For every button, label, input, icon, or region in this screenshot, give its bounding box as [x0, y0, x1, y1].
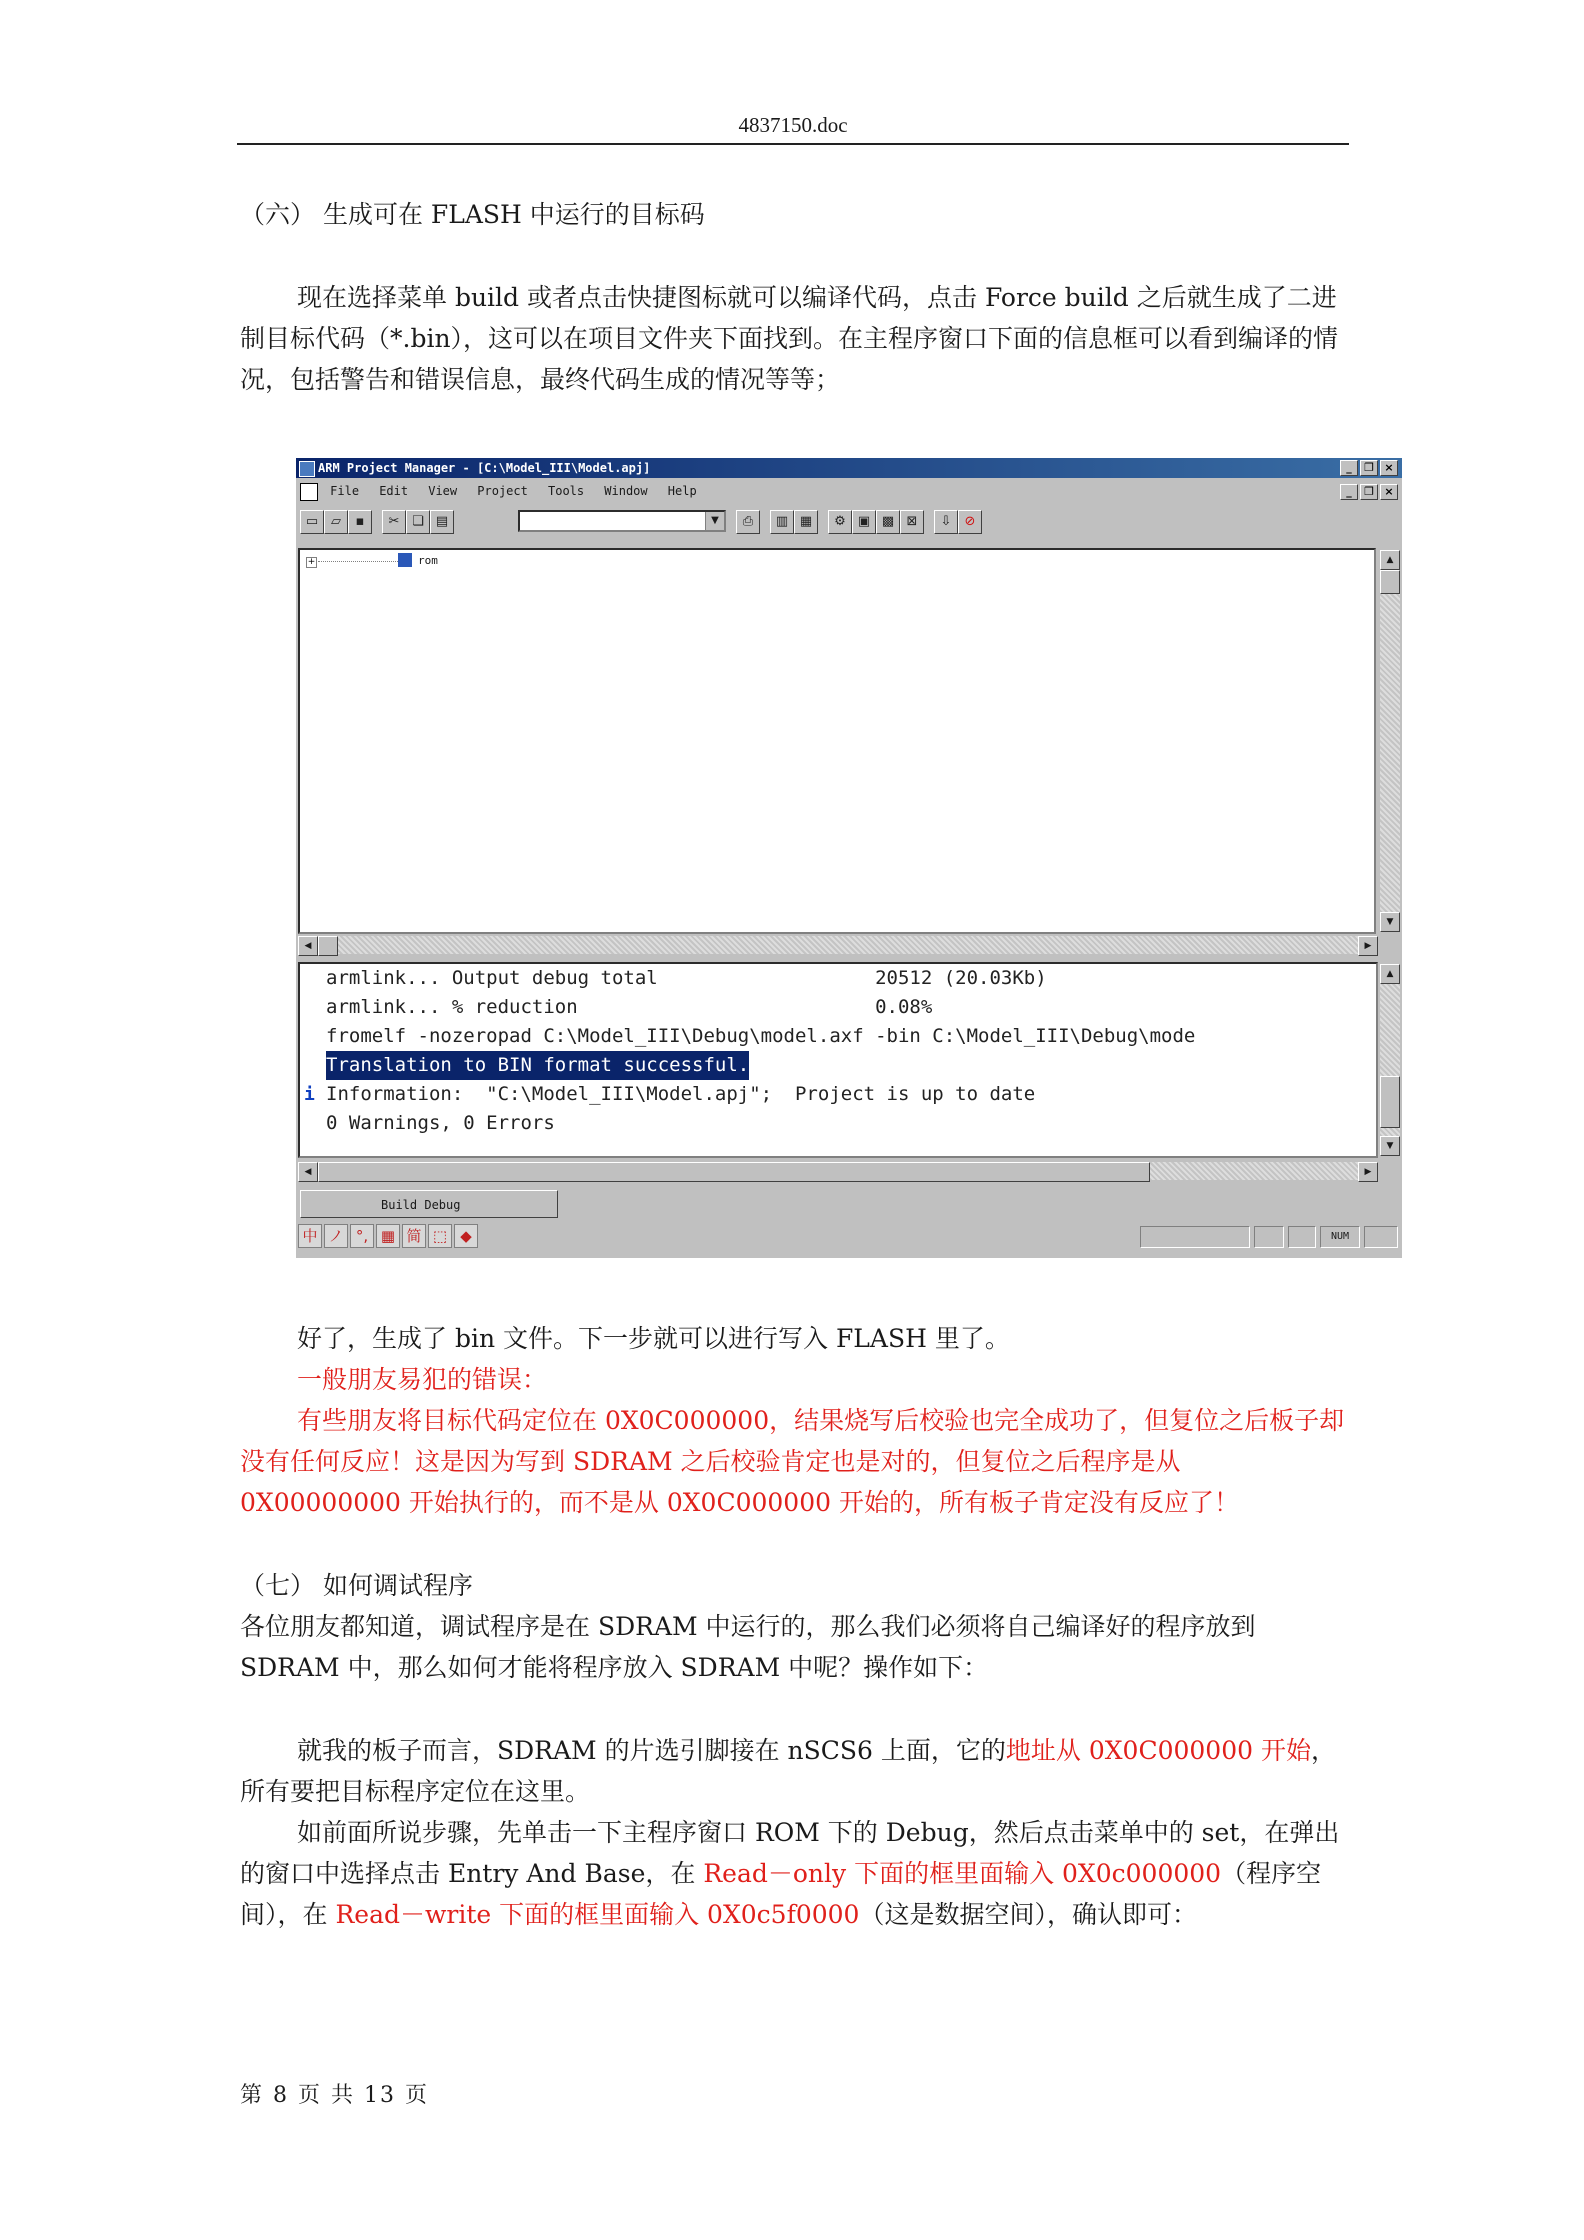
section6-paragraph: 现在选择菜单 build 或者点击快捷图标就可以编译代码，点击 Force build 之后就生成了二进制目标代码（*.bin），这可以在项目文件夹下面找到。在主程序窗口下面的信息框可以看到编译的情况，包括警告和错误信息，最终代码生成的情况等等；	[240, 283, 1339, 394]
ime-keyboard-icon[interactable]: ▦	[376, 1224, 400, 1248]
debug-icon[interactable]: ⇩	[934, 510, 958, 534]
output-hscroll[interactable]	[298, 1162, 1378, 1180]
window-title: ARM Project Manager - [C:\Model_III\Model.apj]	[318, 461, 651, 475]
highlight-run: 地址从 0X0C000000 开始	[1005, 1736, 1311, 1765]
section7-paragraph: 各位朋友都知道，调试程序是在 SDRAM 中运行的，那么我们必须将自己编译好的程序放到 SDRAM 中，那么如何才能将程序放入 SDRAM 中呢？操作如下：	[240, 1612, 1256, 1682]
expand-icon[interactable]: +	[307, 557, 316, 567]
scroll-down-icon[interactable]: ▼	[1380, 1136, 1400, 1156]
menu-file[interactable]: File	[330, 484, 360, 498]
scroll-right-icon[interactable]: ▶	[1358, 1162, 1378, 1182]
scroll-thumb[interactable]	[1380, 570, 1400, 594]
ime-softkey-icon[interactable]: ⬚	[428, 1224, 452, 1248]
new-file-icon[interactable]: ▭	[300, 510, 324, 534]
after-line: 好了，生成了 bin 文件。下一步就可以进行写入 FLASH 里了。	[297, 1324, 1010, 1353]
text-run: 如前面所说步骤，先单击一下主程序窗口 ROM 下的 Debug，然后点击菜单中的 set，在弹出的窗口中选择点击 Entry And Base，在	[240, 1818, 1340, 1888]
highlight-run: Read－only 下面的框里面输入 0X0c000000	[703, 1859, 1222, 1888]
target-combo[interactable]	[518, 510, 726, 532]
scroll-left-icon[interactable]: ◀	[298, 1162, 318, 1182]
cancel-icon[interactable]: ⊘	[958, 510, 982, 534]
arm-project-manager-screenshot	[296, 458, 1402, 1258]
status-pane	[1288, 1226, 1316, 1248]
scroll-up-icon[interactable]: ▲	[1380, 964, 1400, 984]
ime-simplified-icon[interactable]: 简	[402, 1224, 426, 1248]
title-bar	[296, 458, 1402, 478]
scroll-thumb[interactable]	[1380, 1076, 1400, 1128]
save-icon[interactable]: ▪	[348, 510, 372, 534]
section6-heading: （六） 生成可在 FLASH 中运行的目标码	[240, 200, 705, 229]
view-tree-icon[interactable]: ▦	[794, 510, 818, 534]
output-vscroll[interactable]	[1380, 964, 1400, 1156]
hscroll-thumb[interactable]	[318, 1162, 1150, 1182]
force-build-icon[interactable]: ▣	[852, 510, 876, 534]
num-lock-indicator: NUM	[1320, 1226, 1360, 1248]
status-pane	[1140, 1226, 1250, 1248]
menu-tools[interactable]: Tools	[548, 484, 585, 498]
menu-project[interactable]: Project	[477, 484, 528, 498]
stop-build-icon[interactable]: ⊠	[900, 510, 924, 534]
menu-window[interactable]: Window	[604, 484, 648, 498]
output-line: armlink... Output debug total 20512 (20.03Kb)	[326, 967, 1047, 989]
ime-help-icon[interactable]: ◆	[454, 1224, 478, 1248]
build-icon[interactable]: ⚙	[828, 510, 852, 534]
menu-help[interactable]: Help	[667, 484, 697, 498]
child-minimize-icon[interactable]: _	[1340, 484, 1358, 500]
section7-paragraph-2	[240, 1730, 1346, 1812]
child-restore-icon[interactable]: ❐	[1360, 484, 1378, 500]
text-run: （这是数据空间），确认即可：	[859, 1900, 1197, 1929]
text-run: ，所有要把目标程序定位在这里。	[240, 1736, 1336, 1806]
ime-moon-icon[interactable]: ノ	[324, 1224, 348, 1248]
warning-text: 有些朋友将目标代码定位在 0X0C000000，结果烧写后校验也完全成功了，但复位之后板子却没有任何反应！这是因为写到 SDRAM 之后校验肯定也是对的，但复位之后程序是从 0X00000000 开始执行的，而不是从 0X0C000000 开始的，所有板子肯定没有反应了！	[240, 1406, 1345, 1517]
build-output-panel[interactable]	[298, 962, 1378, 1158]
output-tabs	[296, 1190, 1402, 1220]
tab-build-debug[interactable]: Build Debug	[300, 1190, 558, 1218]
tree-connector	[318, 561, 398, 562]
output-line: 0 Warnings, 0 Errors	[326, 1112, 555, 1134]
status-bar	[296, 1220, 1402, 1252]
tree-node-label[interactable]: rom	[418, 554, 438, 567]
window-controls	[1340, 460, 1398, 476]
compile-icon[interactable]: ▩	[876, 510, 900, 534]
document-icon	[300, 483, 318, 501]
open-folder-icon[interactable]: ▱	[324, 510, 348, 534]
scroll-down-icon[interactable]: ▼	[1380, 912, 1400, 932]
ime-toolbar	[298, 1224, 478, 1246]
project-tree[interactable]	[298, 548, 1376, 934]
header-rule	[237, 143, 1349, 145]
view-list-icon[interactable]: ▥	[770, 510, 794, 534]
tree-hscroll[interactable]	[298, 936, 1378, 954]
menu-view[interactable]: View	[428, 484, 458, 498]
minimize-icon[interactable]: _	[1340, 460, 1358, 476]
ime-chinese-icon[interactable]: 中	[298, 1224, 322, 1248]
hscroll-thumb[interactable]	[318, 936, 338, 956]
warning-title: 一般朋友易犯的错误：	[297, 1365, 548, 1394]
copy-icon[interactable]: ❏	[406, 510, 430, 534]
document-header: 4837150.doc	[738, 113, 848, 137]
section7-heading: （七） 如何调试程序	[240, 1571, 473, 1600]
status-pane	[1254, 1226, 1284, 1248]
scroll-up-icon[interactable]: ▲	[1380, 550, 1400, 570]
info-icon: i	[304, 1084, 315, 1105]
print-icon[interactable]: ⎙	[736, 510, 760, 534]
cut-icon[interactable]: ✂	[382, 510, 406, 534]
combo-arrow-icon[interactable]: ▼	[705, 512, 724, 530]
ime-punct-icon[interactable]: °,	[350, 1224, 374, 1248]
restore-icon[interactable]: ❐	[1360, 460, 1378, 476]
child-close-icon[interactable]: ×	[1380, 484, 1398, 500]
toolbar	[296, 504, 1402, 540]
paste-icon[interactable]: ▤	[430, 510, 454, 534]
menu-bar	[296, 480, 1402, 502]
menu-edit[interactable]: Edit	[379, 484, 409, 498]
text-run: 就我的板子而言，SDRAM 的片选引脚接在 nSCS6 上面，它的	[297, 1736, 1006, 1765]
output-line-selected: Translation to BIN format successful.	[326, 1051, 749, 1080]
highlight-run: Read－write 下面的框里面输入 0X0c5f0000	[335, 1900, 860, 1929]
section7-paragraph-3	[240, 1812, 1346, 1935]
scroll-left-icon[interactable]: ◀	[298, 936, 318, 956]
output-line: fromelf -nozeropad C:\Model_III\Debug\model.axf -bin C:\Model_III\Debug\mode	[326, 1025, 1196, 1047]
app-icon	[299, 461, 315, 477]
rom-node-icon	[398, 553, 412, 567]
tree-vscroll[interactable]	[1380, 550, 1400, 932]
output-line: armlink... % reduction 0.08%	[326, 996, 933, 1018]
text-run: （程序空间），在	[240, 1859, 1322, 1929]
child-window-controls	[1340, 484, 1398, 500]
output-line: Information: "C:\Model_III\Model.apj"; Project is up to date	[326, 1083, 1036, 1105]
scroll-right-icon[interactable]: ▶	[1358, 936, 1378, 956]
close-icon[interactable]: ×	[1380, 460, 1398, 476]
status-pane	[1364, 1226, 1398, 1248]
page-footer: 第 8 页 共 13 页	[240, 2083, 429, 2108]
